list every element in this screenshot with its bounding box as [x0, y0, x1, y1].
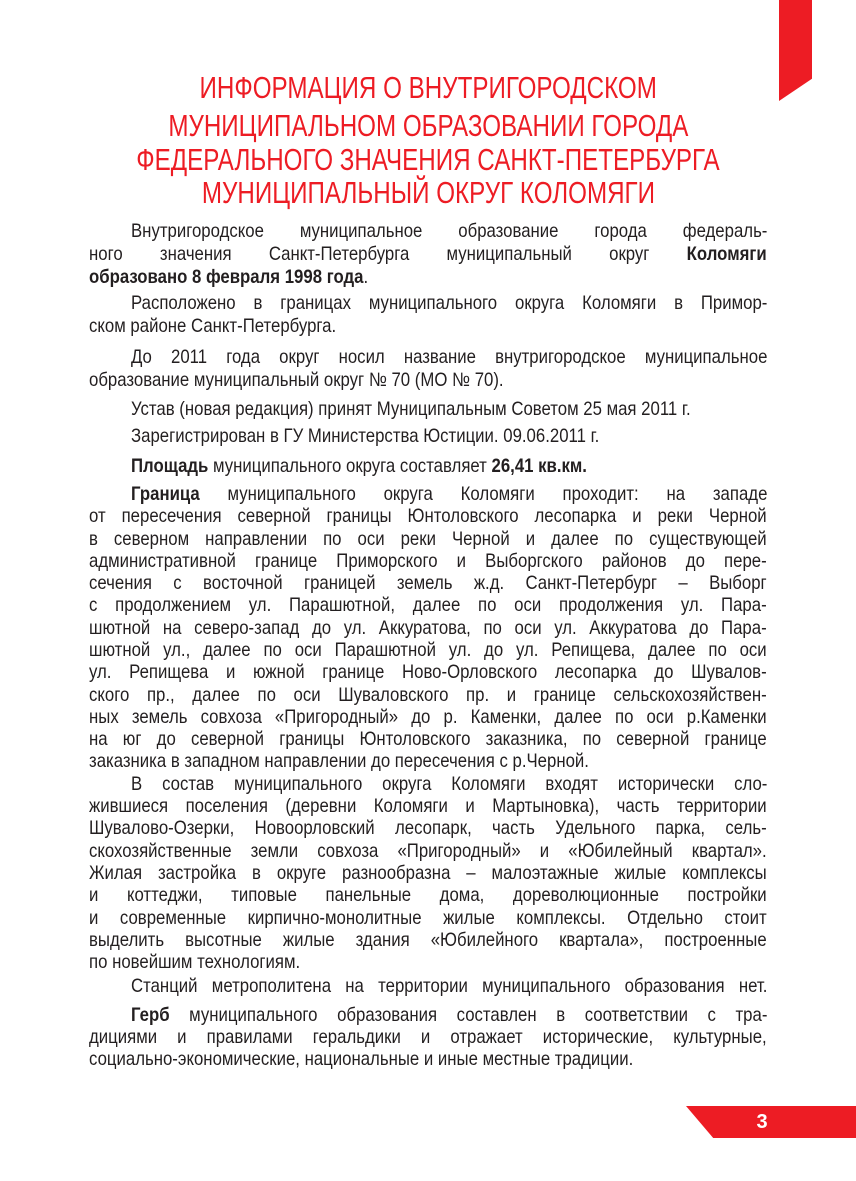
paragraph-line: с продолжением ул. Парашютной, далее по оси продолжения ул. Пара-: [89, 594, 767, 616]
paragraph-line: Шувалово-Озерки, Новоорловский лесопарк, часть Удельного парка, сель-: [89, 817, 767, 839]
paragraph-line: ных земель совхоза «Пригородный» до р. Каменки, далее по оси р.Каменки: [89, 706, 767, 728]
text-run: муниципального округа составляет: [208, 455, 492, 477]
paragraph-line: Устав (новая редакция) принят Муниципальным Советом 25 мая 2011 г.: [131, 398, 691, 420]
bold-text: образовано 8 февраля 1998 года: [89, 266, 364, 288]
bold-text: Площадь: [131, 455, 209, 477]
title-line-text: ФЕДЕРАЛЬНОГО ЗНАЧЕНИЯ САНКТ-ПЕТЕРБУРГА: [136, 142, 720, 177]
title-line-text: ИНФОРМАЦИЯ О ВНУТРИГОРОДСКОМ: [199, 70, 657, 105]
text-run: ного значения Санкт-Петербурга муниципальный округ: [89, 243, 650, 265]
paragraph-line: Внутригородское муниципальное образование города федераль-: [131, 220, 768, 242]
paragraph-line: До 2011 года округ носил название внутригородское муниципальное: [131, 346, 768, 368]
paragraph-line: от пересечения северной границы Юнтоловского лесопарка и реки Черной: [89, 505, 767, 527]
paragraph-line: [131, 455, 856, 477]
text-run: .: [363, 266, 369, 288]
paragraph-line: заказника в западном направлении до пересечения с р.Черной.: [89, 750, 589, 772]
bold-text: Герб: [131, 1004, 170, 1026]
paragraph-line: административной границе Приморского и Выборгского районов до пере-: [89, 550, 767, 572]
paragraph-line: ского пр., далее по оси Шуваловского пр. и границе сельскохозяйствен-: [89, 684, 767, 706]
paragraph-line: [89, 266, 856, 288]
bold-text: 26,41 кв.км.: [491, 455, 587, 477]
paragraph-line: выделить высотные жилые здания «Юбилейного квартала», построенные: [89, 929, 767, 951]
paragraph-line: дициями и правилами геральдики и отражает исторические, культурные,: [89, 1026, 767, 1048]
paragraph-line: ул. Репищева и южной границе Ново-Орловского лесопарка до Шувалов-: [89, 661, 767, 683]
paragraph-line: Расположено в границах муниципального округа Коломяги в Примор-: [131, 292, 768, 314]
paragraph-line: на юг до северной границы Юнтоловского заказника, по северной границе: [89, 728, 767, 750]
title-line-text: МУНИЦИПАЛЬНОМ ОБРАЗОВАНИИ ГОРОДА: [167, 108, 689, 143]
paragraph-line: Зарегистрирован в ГУ Министерства Юстиции. 09.06.2011 г.: [131, 425, 600, 447]
paragraph-line: и современные кирпично-монолитные жилые комплексы. Отдельно стоит: [89, 907, 767, 929]
paragraph-line: по новейшим технологиям.: [89, 951, 301, 973]
paragraph-line: в северном направлении по оси реки Черной и далее по существующей: [89, 528, 767, 550]
paragraph-line: [131, 483, 856, 505]
text-run: муниципального образования составлен в соответствии с тра-: [189, 1004, 768, 1026]
bold-text: Коломяги: [686, 243, 767, 265]
paragraph-line: скохозяйственные земли совхоза «Пригородный» и «Юбилейный квартал».: [89, 840, 767, 862]
paragraph-line: сечения с восточной границей земель ж.д. Санкт-Петербург – Выборг: [89, 572, 767, 594]
paragraph-line: Станций метрополитена на территории муниципального образования нет.: [131, 975, 768, 997]
title-line-text: МУНИЦИПАЛЬНЫЙ ОКРУГ КОЛОМЯГИ: [201, 175, 655, 210]
paragraph-line: шютной ул., далее по оси Парашютной ул. до ул. Репищева, далее по оси: [89, 639, 767, 661]
title-line: [0, 176, 856, 210]
title-line: [0, 143, 856, 177]
paragraph-line: и коттеджи, типовые панельные дома, дореволюционные постройки: [89, 884, 767, 906]
paragraph-line: жившиеся поселения (деревни Коломяги и Мартыновка), часть территории: [89, 795, 767, 817]
bold-text: Граница: [131, 483, 200, 505]
paragraph-line: Жилая застройка в округе разнообразна – малоэтажные жилые комплексы: [89, 862, 767, 884]
paragraph-line: [131, 1004, 856, 1026]
paragraph-line: шютной на северо-запад до ул. Аккуратова, по оси ул. Аккуратова до Пара-: [89, 617, 767, 639]
paragraph-line: социально-экономические, национальные и иные местные традиции.: [89, 1048, 634, 1070]
paragraph-line: В состав муниципального округа Коломяги входят исторически сло-: [131, 773, 768, 795]
text-run: муниципального округа Коломяги проходит: на западе: [227, 483, 768, 505]
paragraph-line: [89, 243, 856, 265]
title-line: [0, 109, 856, 143]
page-number: 3: [756, 1111, 768, 1133]
paragraph-line: ском районе Санкт-Петербурга.: [89, 315, 337, 337]
paragraph-line: образование муниципальный округ № 70 (МО № 70).: [89, 369, 504, 391]
title-line: [0, 71, 856, 105]
